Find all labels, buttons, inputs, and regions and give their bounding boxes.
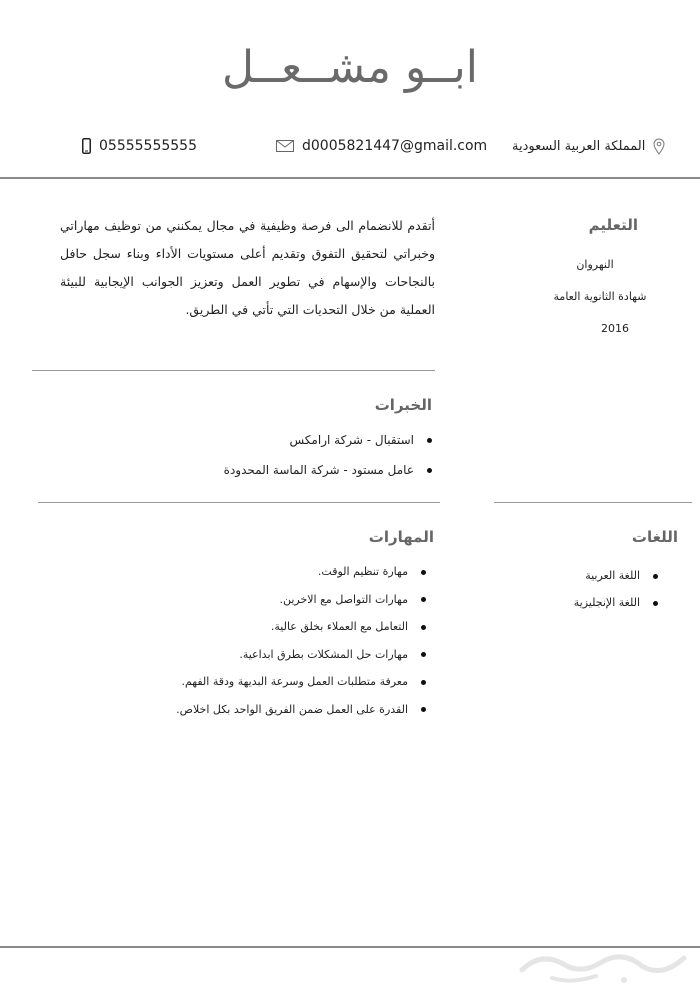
phone-number[interactable]: 05555555555 [99, 138, 197, 154]
email-contact [276, 138, 487, 154]
list-item [150, 425, 432, 455]
experience-item: عامل مستود - شركة الماسة المحدودة [223, 463, 414, 477]
skills-list [110, 558, 426, 723]
location-text: المملكة العربية السعودية [512, 139, 646, 154]
bullet-icon [427, 468, 432, 473]
experience-heading: الخبرات [374, 396, 432, 414]
summary-divider [32, 370, 435, 371]
haraj-watermark-logo [512, 940, 692, 986]
profile-summary: أتقدم للانضمام الى فرصة وظيفية في مجال يمكنني من توظيف مهاراتي وخبراتي لتحقيق التفوق وتقديم أعلى مستويات الأداء وبناء سجل حافل بالنجاحات والإسهام في تطوير العمل وتعزيز الجوانب الإيجابية للبيئة العملية من خلال التحديات التي تأتي في الطريق. [60, 218, 435, 317]
experience-item: استقبال - شركة ارامكس [289, 433, 414, 447]
bullet-icon [421, 597, 426, 602]
bullet-icon [653, 601, 658, 606]
language-item: اللغة العربية [585, 569, 640, 582]
contact-row [0, 138, 700, 162]
skill-item: معرفة متطلبات العمل وسرعة البديهة ودقة الفهم. [181, 675, 408, 688]
skill-item: مهارة تنظيم الوقت. [317, 565, 408, 578]
skill-item: مهارات حل المشكلات بطرق ابداعية. [239, 647, 408, 661]
bullet-icon [427, 438, 432, 443]
candidate-name: ابــو مشــعــل [222, 42, 478, 93]
languages-heading: اللغات [631, 528, 678, 546]
education-school: النهروان [576, 258, 614, 271]
bullet-icon [421, 570, 426, 575]
bullet-icon [421, 652, 426, 657]
languages-list [530, 562, 658, 616]
bullet-icon [421, 707, 426, 712]
bullet-icon [421, 680, 426, 685]
education-year: 2016 [601, 322, 629, 335]
mobile-phone-icon [82, 138, 91, 154]
list-item [110, 696, 426, 724]
experience-divider [38, 502, 440, 503]
education-divider [494, 502, 692, 503]
location-contact [512, 138, 665, 155]
education-heading: التعليم [588, 216, 638, 234]
phone-contact [82, 138, 197, 154]
list-item [530, 589, 658, 616]
skills-heading: المهارات [368, 528, 434, 546]
list-item [110, 641, 426, 669]
list-item [110, 668, 426, 696]
bullet-icon [421, 625, 426, 630]
skill-item: مهارات التواصل مع الاخرين. [279, 592, 408, 606]
list-item [110, 558, 426, 586]
envelope-icon [276, 140, 294, 152]
skill-item: التعامل مع العملاء بخلق عالية. [270, 620, 408, 633]
email-address[interactable]: d0005821447@gmail.com [302, 138, 488, 154]
education-degree: شهادة الثانوية العامة [553, 290, 647, 303]
location-pin-icon [653, 138, 665, 155]
language-item: اللغة الإنجليزية [573, 596, 640, 609]
list-item [110, 586, 426, 614]
bullet-icon [653, 574, 658, 579]
list-item [110, 613, 426, 641]
experience-list [150, 425, 432, 485]
list-item [150, 455, 432, 485]
header-divider [0, 177, 700, 179]
list-item [530, 562, 658, 589]
skill-item: القدرة على العمل ضمن الفريق الواحد بكل اخلاص. [176, 702, 408, 716]
